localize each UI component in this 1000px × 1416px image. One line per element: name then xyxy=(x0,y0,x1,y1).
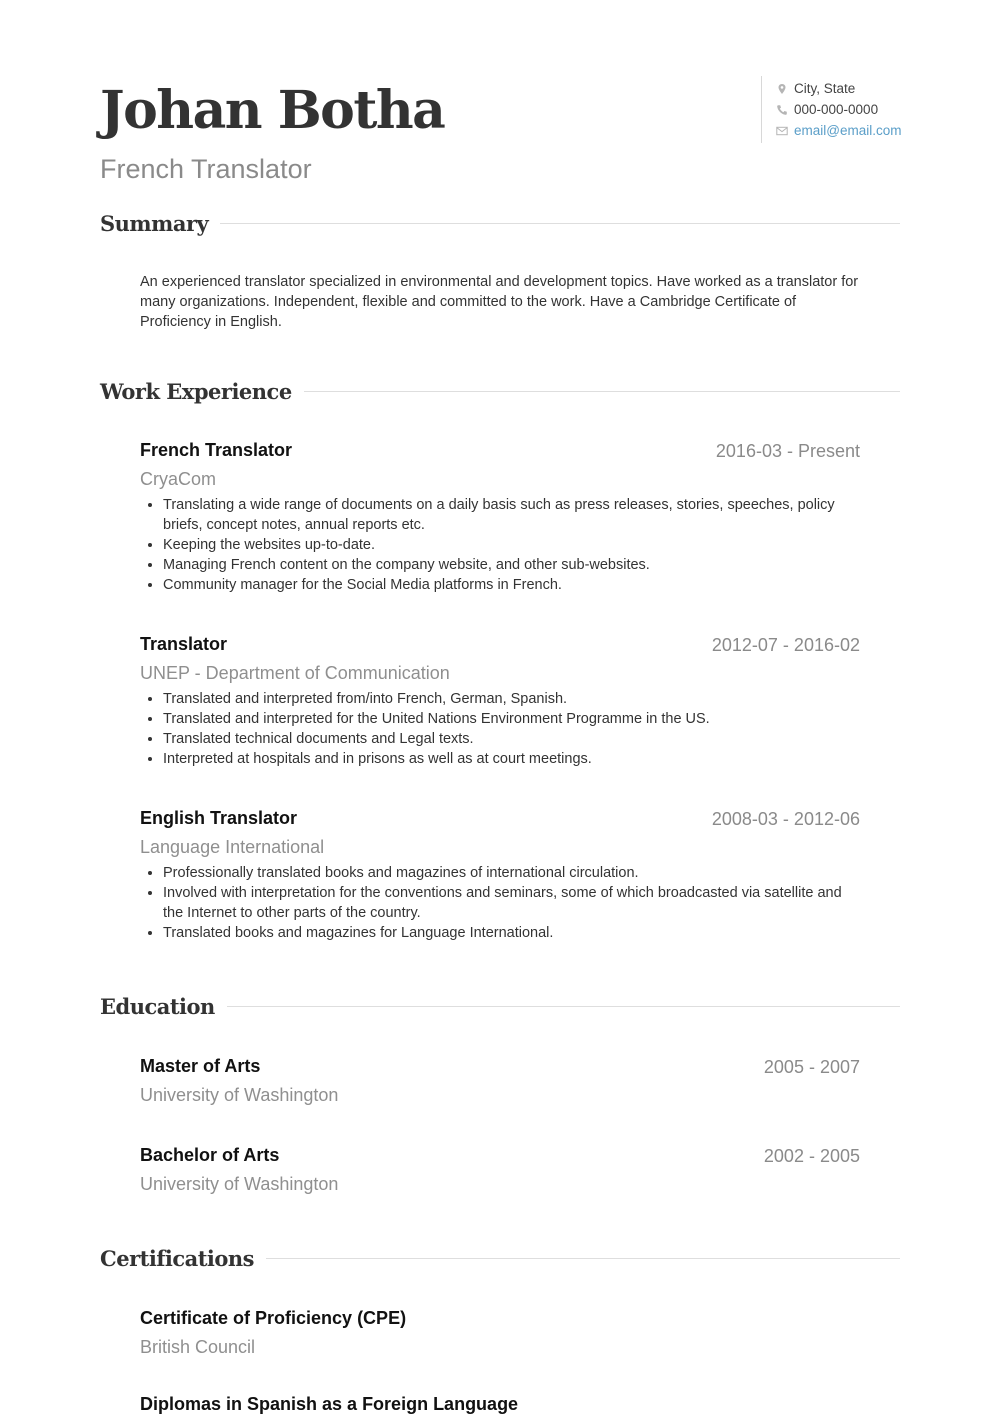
certification-issuer: British Council xyxy=(140,1337,256,1357)
summary-title: Summary xyxy=(100,210,209,236)
certification-entry xyxy=(140,1392,860,1416)
work-heading xyxy=(100,376,900,406)
education-heading xyxy=(100,991,900,1021)
section-divider xyxy=(266,1258,900,1259)
job-company: CryaCom xyxy=(140,469,217,489)
degree-title: Master of Arts xyxy=(140,1056,261,1076)
certifications-heading xyxy=(100,1243,900,1273)
degree-date: 2005 - 2007 xyxy=(763,1057,860,1077)
education-section xyxy=(100,991,900,1021)
location-pin-icon xyxy=(776,83,788,95)
education-entry xyxy=(140,1054,860,1107)
resume-page xyxy=(100,0,902,1414)
summary-section xyxy=(100,208,900,238)
phone-text: 000-000-0000 xyxy=(794,102,879,117)
work-entry xyxy=(140,806,860,943)
candidate-role: French Translator xyxy=(100,154,312,184)
education-title: Education xyxy=(100,993,215,1019)
degree-date: 2002 - 2005 xyxy=(763,1146,860,1166)
certification-title: Diplomas in Spanish as a Foreign Language xyxy=(140,1394,519,1414)
summary-text: An experienced translator specialized in environmental and development topics. Have worked as a translator for many organizations. Independent, flexible and committed to the work. Have a Cambridge Certificate of Proficiency in English. xyxy=(140,274,859,330)
work-entry xyxy=(140,438,860,595)
candidate-name: Johan Botha xyxy=(100,80,445,141)
list-item: • Translated and interpreted from/into French, German, Spanish. xyxy=(163,689,860,709)
email-link[interactable]: email@email.com xyxy=(794,123,902,138)
job-date: 2016-03 - Present xyxy=(715,441,860,461)
job-bullets xyxy=(140,689,860,769)
job-bullets xyxy=(140,495,860,595)
location-text: City, State xyxy=(794,81,856,96)
contact-block xyxy=(761,76,901,143)
list-item: • Keeping the websites up-to-date. xyxy=(163,535,860,555)
work-title: Work Experience xyxy=(100,378,292,404)
certification-title: Certificate of Proficiency (CPE) xyxy=(140,1308,407,1328)
certifications-title: Certifications xyxy=(100,1245,254,1271)
list-item: • Translated technical documents and Legal texts. xyxy=(163,729,860,749)
list-item: • Community manager for the Social Media platforms in French. xyxy=(163,575,860,595)
degree-school: University of Washington xyxy=(140,1085,339,1105)
job-date: 2012-07 - 2016-02 xyxy=(711,635,860,655)
phone-icon xyxy=(776,104,788,116)
job-title: Translator xyxy=(140,634,228,654)
job-title: French Translator xyxy=(140,440,293,460)
job-bullets xyxy=(140,863,860,943)
list-item: • Translated books and magazines for Language International. xyxy=(163,923,860,943)
education-entry xyxy=(140,1143,860,1196)
list-item: • Interpreted at hospitals and in prisons as well as at court meetings. xyxy=(163,749,860,769)
certifications-section xyxy=(100,1243,900,1273)
work-section xyxy=(100,376,900,406)
section-divider xyxy=(227,1006,900,1007)
job-title: English Translator xyxy=(140,808,298,828)
list-item: • Involved with interpretation for the conventions and seminars, some of which broadcasted via satellite and the Internet to other parts of the country. xyxy=(163,883,860,923)
job-date: 2008-03 - 2012-06 xyxy=(711,809,860,829)
contact-phone xyxy=(762,99,901,120)
list-item: • Translated and interpreted for the United Nations Environment Programme in the US. xyxy=(163,709,860,729)
work-entry xyxy=(140,632,860,769)
list-item: • Translating a wide range of documents on a daily basis such as press releases, stories, speeches, policy briefs, concept notes, annual reports etc. xyxy=(163,495,860,535)
summary-heading xyxy=(100,208,900,238)
degree-title: Bachelor of Arts xyxy=(140,1145,280,1165)
envelope-icon xyxy=(776,125,788,137)
job-company: Language International xyxy=(140,837,325,857)
certification-entry xyxy=(140,1306,860,1359)
contact-location xyxy=(762,78,901,99)
section-divider xyxy=(304,391,900,392)
section-divider xyxy=(220,223,900,224)
job-company: UNEP - Department of Communication xyxy=(140,663,450,683)
contact-email[interactable] xyxy=(762,120,901,141)
list-item: • Professionally translated books and magazines of international circulation. xyxy=(163,863,860,883)
list-item: • Managing French content on the company website, and other sub-websites. xyxy=(163,555,860,575)
degree-school: University of Washington xyxy=(140,1174,339,1194)
